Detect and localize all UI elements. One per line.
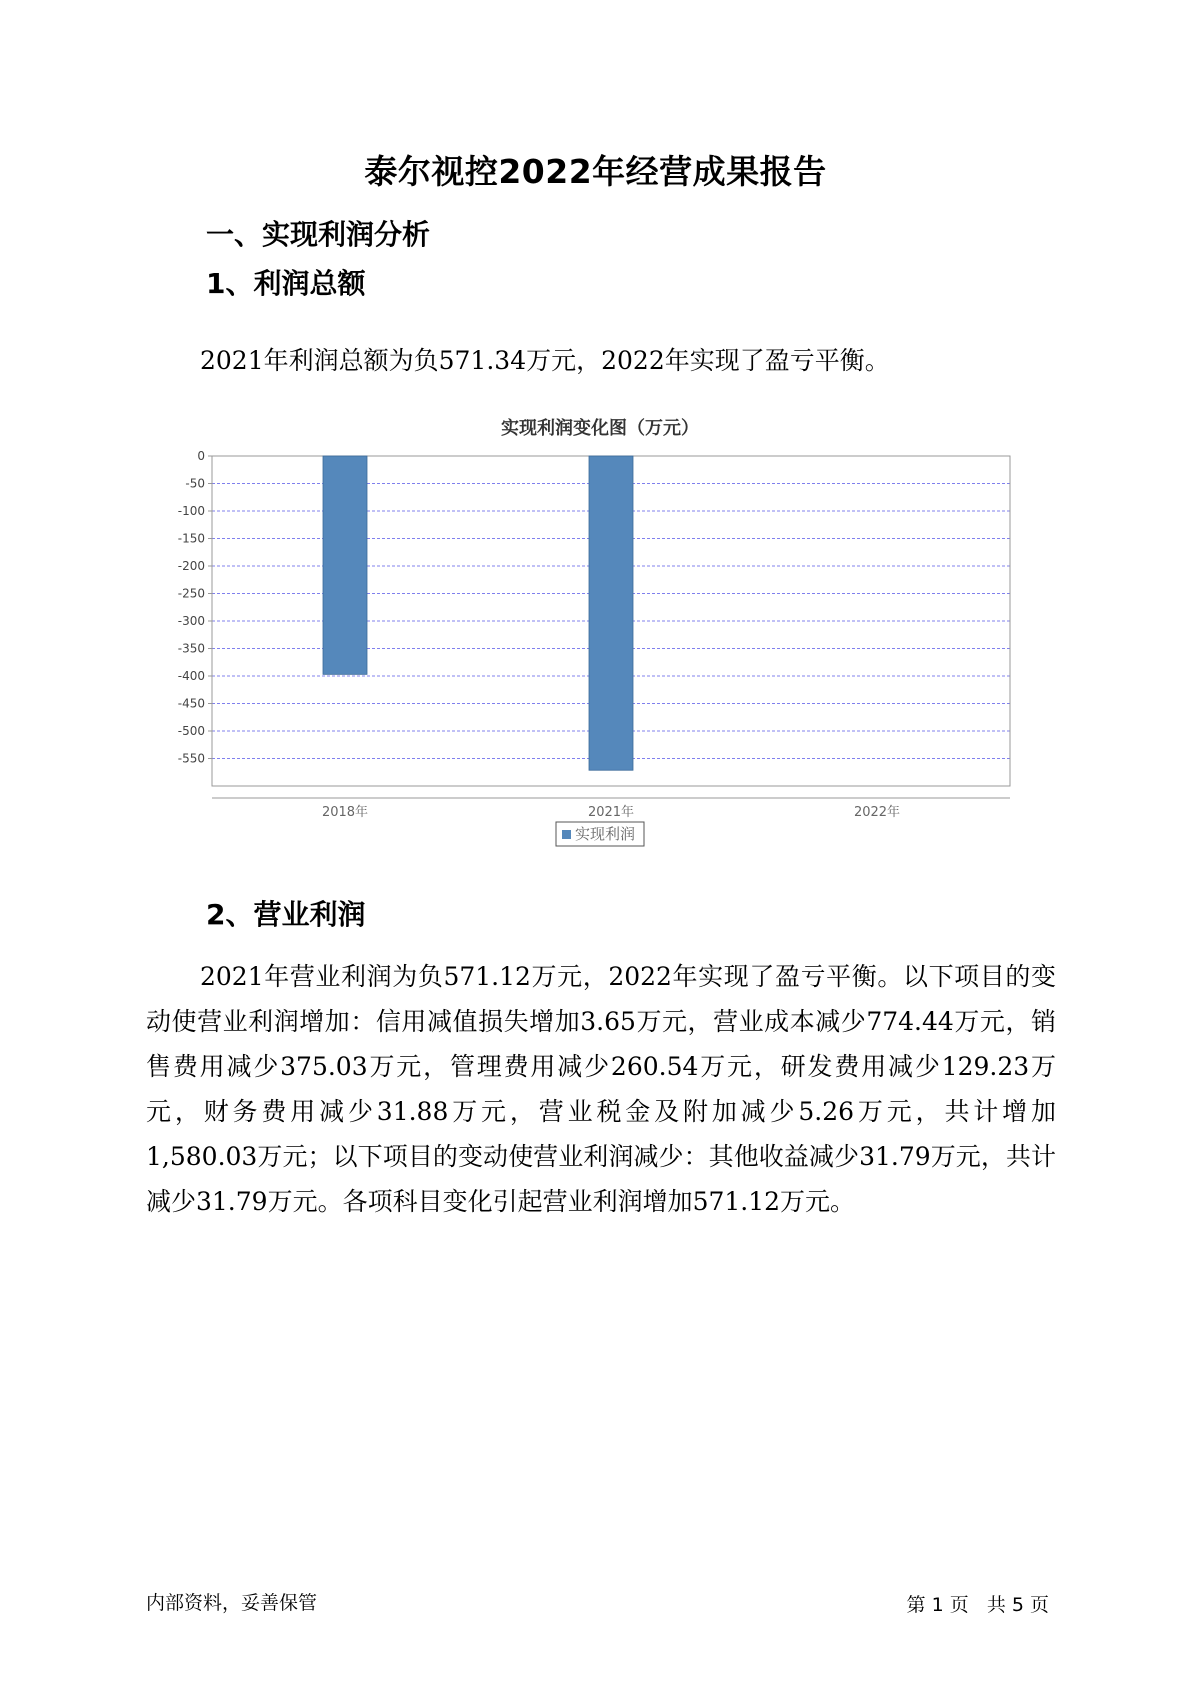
y-tick-label: -50 — [185, 476, 205, 491]
y-axis-ticks — [178, 449, 212, 766]
y-tick-label: -550 — [177, 751, 205, 766]
y-tick-label: 0 — [197, 449, 205, 463]
x-tick-label: 2021年 — [587, 805, 635, 820]
x-axis-ticks — [322, 804, 900, 820]
legend-label-profit: 实现利润 — [575, 825, 636, 843]
chart-legend — [556, 822, 644, 846]
y-tick-label: -300 — [177, 614, 205, 628]
footer-confidential-note: 内部资料，妥善保管 — [146, 1592, 318, 1614]
y-tick-label: -200 — [177, 559, 205, 573]
bar-2021年 — [589, 456, 633, 770]
operating-profit-paragraph — [146, 954, 1056, 1224]
y-tick-label: -100 — [177, 504, 205, 518]
y-tick-label: -250 — [177, 586, 205, 601]
y-tick-label: -150 — [177, 531, 205, 546]
y-tick-label: -450 — [177, 696, 205, 711]
profit-chart — [160, 410, 1040, 870]
operating-profit-text: 2021年营业利润为负571.12万元，2022年实现了盈亏平衡。以下项目的变动使营业利润增加：信用减值损失增加3.65万元，营业成本减少774.44万元，销售费用减少375.03万元，管理费用减少260.54万元，研发费用减少129.23万元，财务费用减少31.88万元，营业税金及附加减少5.26万元，共计增加1,580.03万元；以下项目的变动使营业利润减少：其他收益减少31.79万元，共计减少31.79万元。各项科目变化引起营业利润增加571.12万元。 — [146, 962, 1056, 1216]
chart-bars — [323, 456, 633, 770]
bar-2018年 — [323, 456, 367, 674]
footer-page-number: 第 1 页 共 5 页 — [906, 1594, 1049, 1616]
page-title: 泰尔视控2022年经营成果报告 — [364, 152, 827, 191]
profit-bar-chart — [160, 410, 1040, 870]
subsection-heading-operating-profit: 2、营业利润 — [206, 898, 366, 931]
total-profit-paragraph: 2021年利润总额为负571.34万元，2022年实现了盈亏平衡。 — [200, 346, 890, 375]
x-tick-label: 2018年 — [321, 805, 369, 820]
y-tick-label: -500 — [177, 724, 205, 738]
chart-title: 实现利润变化图（万元） — [501, 418, 699, 439]
legend-swatch — [562, 830, 571, 839]
section-heading-profit-analysis: 一、实现利润分析 — [206, 218, 431, 251]
y-tick-label: -400 — [177, 669, 205, 683]
y-tick-label: -350 — [177, 641, 205, 656]
subsection-heading-total-profit: 1、利润总额 — [206, 267, 366, 300]
x-tick-label: 2022年 — [853, 805, 901, 820]
